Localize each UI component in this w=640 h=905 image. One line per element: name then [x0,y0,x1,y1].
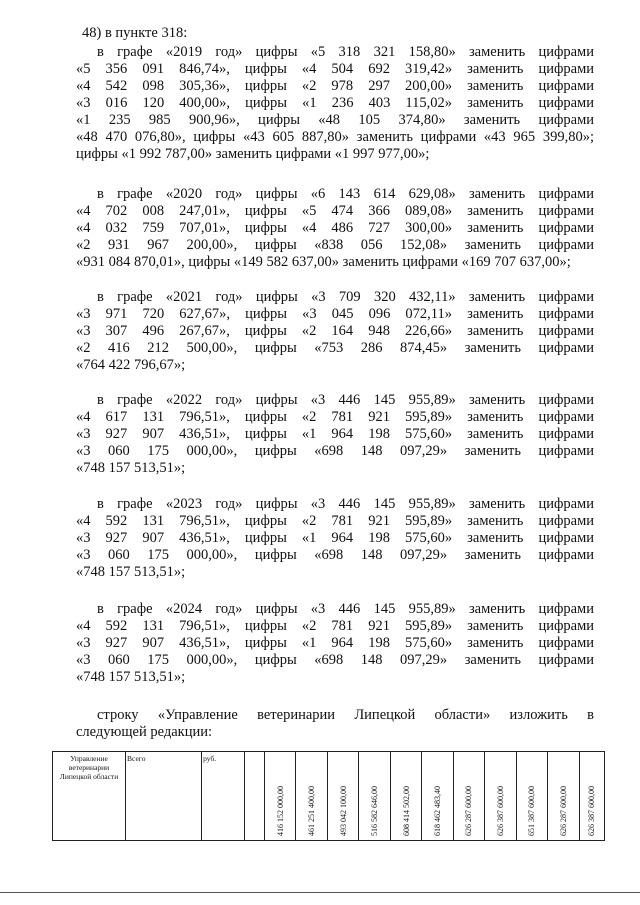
unit-cell: руб. [202,752,245,841]
paragraph-line: «4 617 131 796,51», цифры «2 781 921 595,89» заменить цифрами [76,409,594,425]
paragraph-line: «931 084 870,01», цифры «149 582 637,00» заменить цифрами «169 707 637,00»; [76,254,571,270]
paragraph-line: «2 416 212 500,00», цифры «753 286 874,45» заменить цифрами [76,340,594,356]
paragraph-line: в графе «2020 год» цифры «6 143 614 629,08» заменить цифрами [97,186,594,202]
paragraph-line: «4 702 008 247,01», цифры «5 474 366 089,08» заменить цифрами [76,203,594,219]
paragraph-line: «748 157 513,51»; [76,669,186,685]
paragraph-line: «3 060 175 000,00», цифры «698 148 097,29» заменить цифрами [76,547,594,563]
paragraph-line: «3 060 175 000,00», цифры «698 148 097,29» заменить цифрами [76,652,594,668]
value-cell: 461 251 400,00 [296,752,327,841]
value-cell: 626 287 600,00 [453,752,484,841]
empty-cell [244,752,264,841]
paragraph-line: «4 032 759 707,01», цифры «4 486 727 300,00» заменить цифрами [76,220,594,236]
table-row [53,752,605,841]
paragraph-line: «748 157 513,51»; [76,460,186,476]
item-heading: 48) в пункте 318: [82,25,188,41]
paragraph-line: «3 016 120 400,00», цифры «1 236 403 115,02» заменить цифрами [76,95,594,111]
paragraph-line: «4 592 131 796,51», цифры «2 781 921 595,89» заменить цифрами [76,513,594,529]
paragraph-line: в графе «2023 год» цифры «3 446 145 955,89» заменить цифрами [97,496,594,512]
paragraph-line: «1 235 985 900,96», цифры «48 105 374,80» заменить цифрами [76,112,594,128]
value-cell: 493 042 100,00 [327,752,358,841]
paragraph-line: строку «Управление ветеринарии Липецкой области» изложить в [97,707,594,723]
paragraph-line: «3 060 175 000,00», цифры «698 148 097,29» заменить цифрами [76,443,594,459]
value-cell: 608 414 502,00 [390,752,421,841]
budget-table [52,751,605,841]
paragraph-line: «748 157 513,51»; [76,564,186,580]
paragraph-line: «3 927 907 436,51», цифры «1 964 198 575,60» заменить цифрами [76,635,594,651]
paragraph-line: в графе «2022 год» цифры «3 446 145 955,89» заменить цифрами [97,392,594,408]
value-cell: 626 387 600,00 [579,752,604,841]
paragraph-line: «764 422 796,67»; [76,357,186,373]
paragraph-line: в графе «2024 год» цифры «3 446 145 955,89» заменить цифрами [97,601,594,617]
value-cell: 516 582 646,00 [359,752,390,841]
value-cell: 618 462 483,40 [422,752,453,841]
value-cell: 651 387 600,00 [516,752,547,841]
bottom-rule [0,892,640,893]
paragraph-line: следующей редакции: [76,724,213,740]
paragraph-line: «4 542 098 305,36», цифры «2 978 297 200,00» заменить цифрами [76,78,594,94]
paragraph-line: «2 931 967 200,00», цифры «838 056 152,08» заменить цифрами [76,237,594,253]
paragraph-line: цифры «1 992 787,00» заменить цифрами «1 997 977,00»; [76,146,430,162]
paragraph-line: «3 971 720 627,67», цифры «3 045 096 072,11» заменить цифрами [76,306,594,322]
paragraph-line: «3 927 907 436,51», цифры «1 964 198 575,60» заменить цифрами [76,530,594,546]
total-label-cell: Всего [126,752,202,841]
value-cell: 626 387 600,00 [485,752,516,841]
value-cell: 416 152 000,00 [265,752,296,841]
paragraph-line: «5 356 091 846,74», цифры «4 504 692 319,42» заменить цифрами [76,61,594,77]
paragraph-line: «48 470 076,80», цифры «43 605 887,80» заменить цифрами «43 965 399,80»; [76,129,594,145]
value-cell: 626 287 600,00 [548,752,579,841]
paragraph-line: в графе «2021 год» цифры «3 709 320 432,11» заменить цифрами [97,289,594,305]
paragraph-line: «4 592 131 796,51», цифры «2 781 921 595,89» заменить цифрами [76,618,594,634]
paragraph-line: в графе «2019 год» цифры «5 318 321 158,80» заменить цифрами [97,44,594,60]
paragraph-line: «3 927 907 436,51», цифры «1 964 198 575,60» заменить цифрами [76,426,594,442]
org-name-cell: Управление ветеринарии Липецкой области [53,752,126,841]
paragraph-line: «3 307 496 267,67», цифры «2 164 948 226,66» заменить цифрами [76,323,594,339]
